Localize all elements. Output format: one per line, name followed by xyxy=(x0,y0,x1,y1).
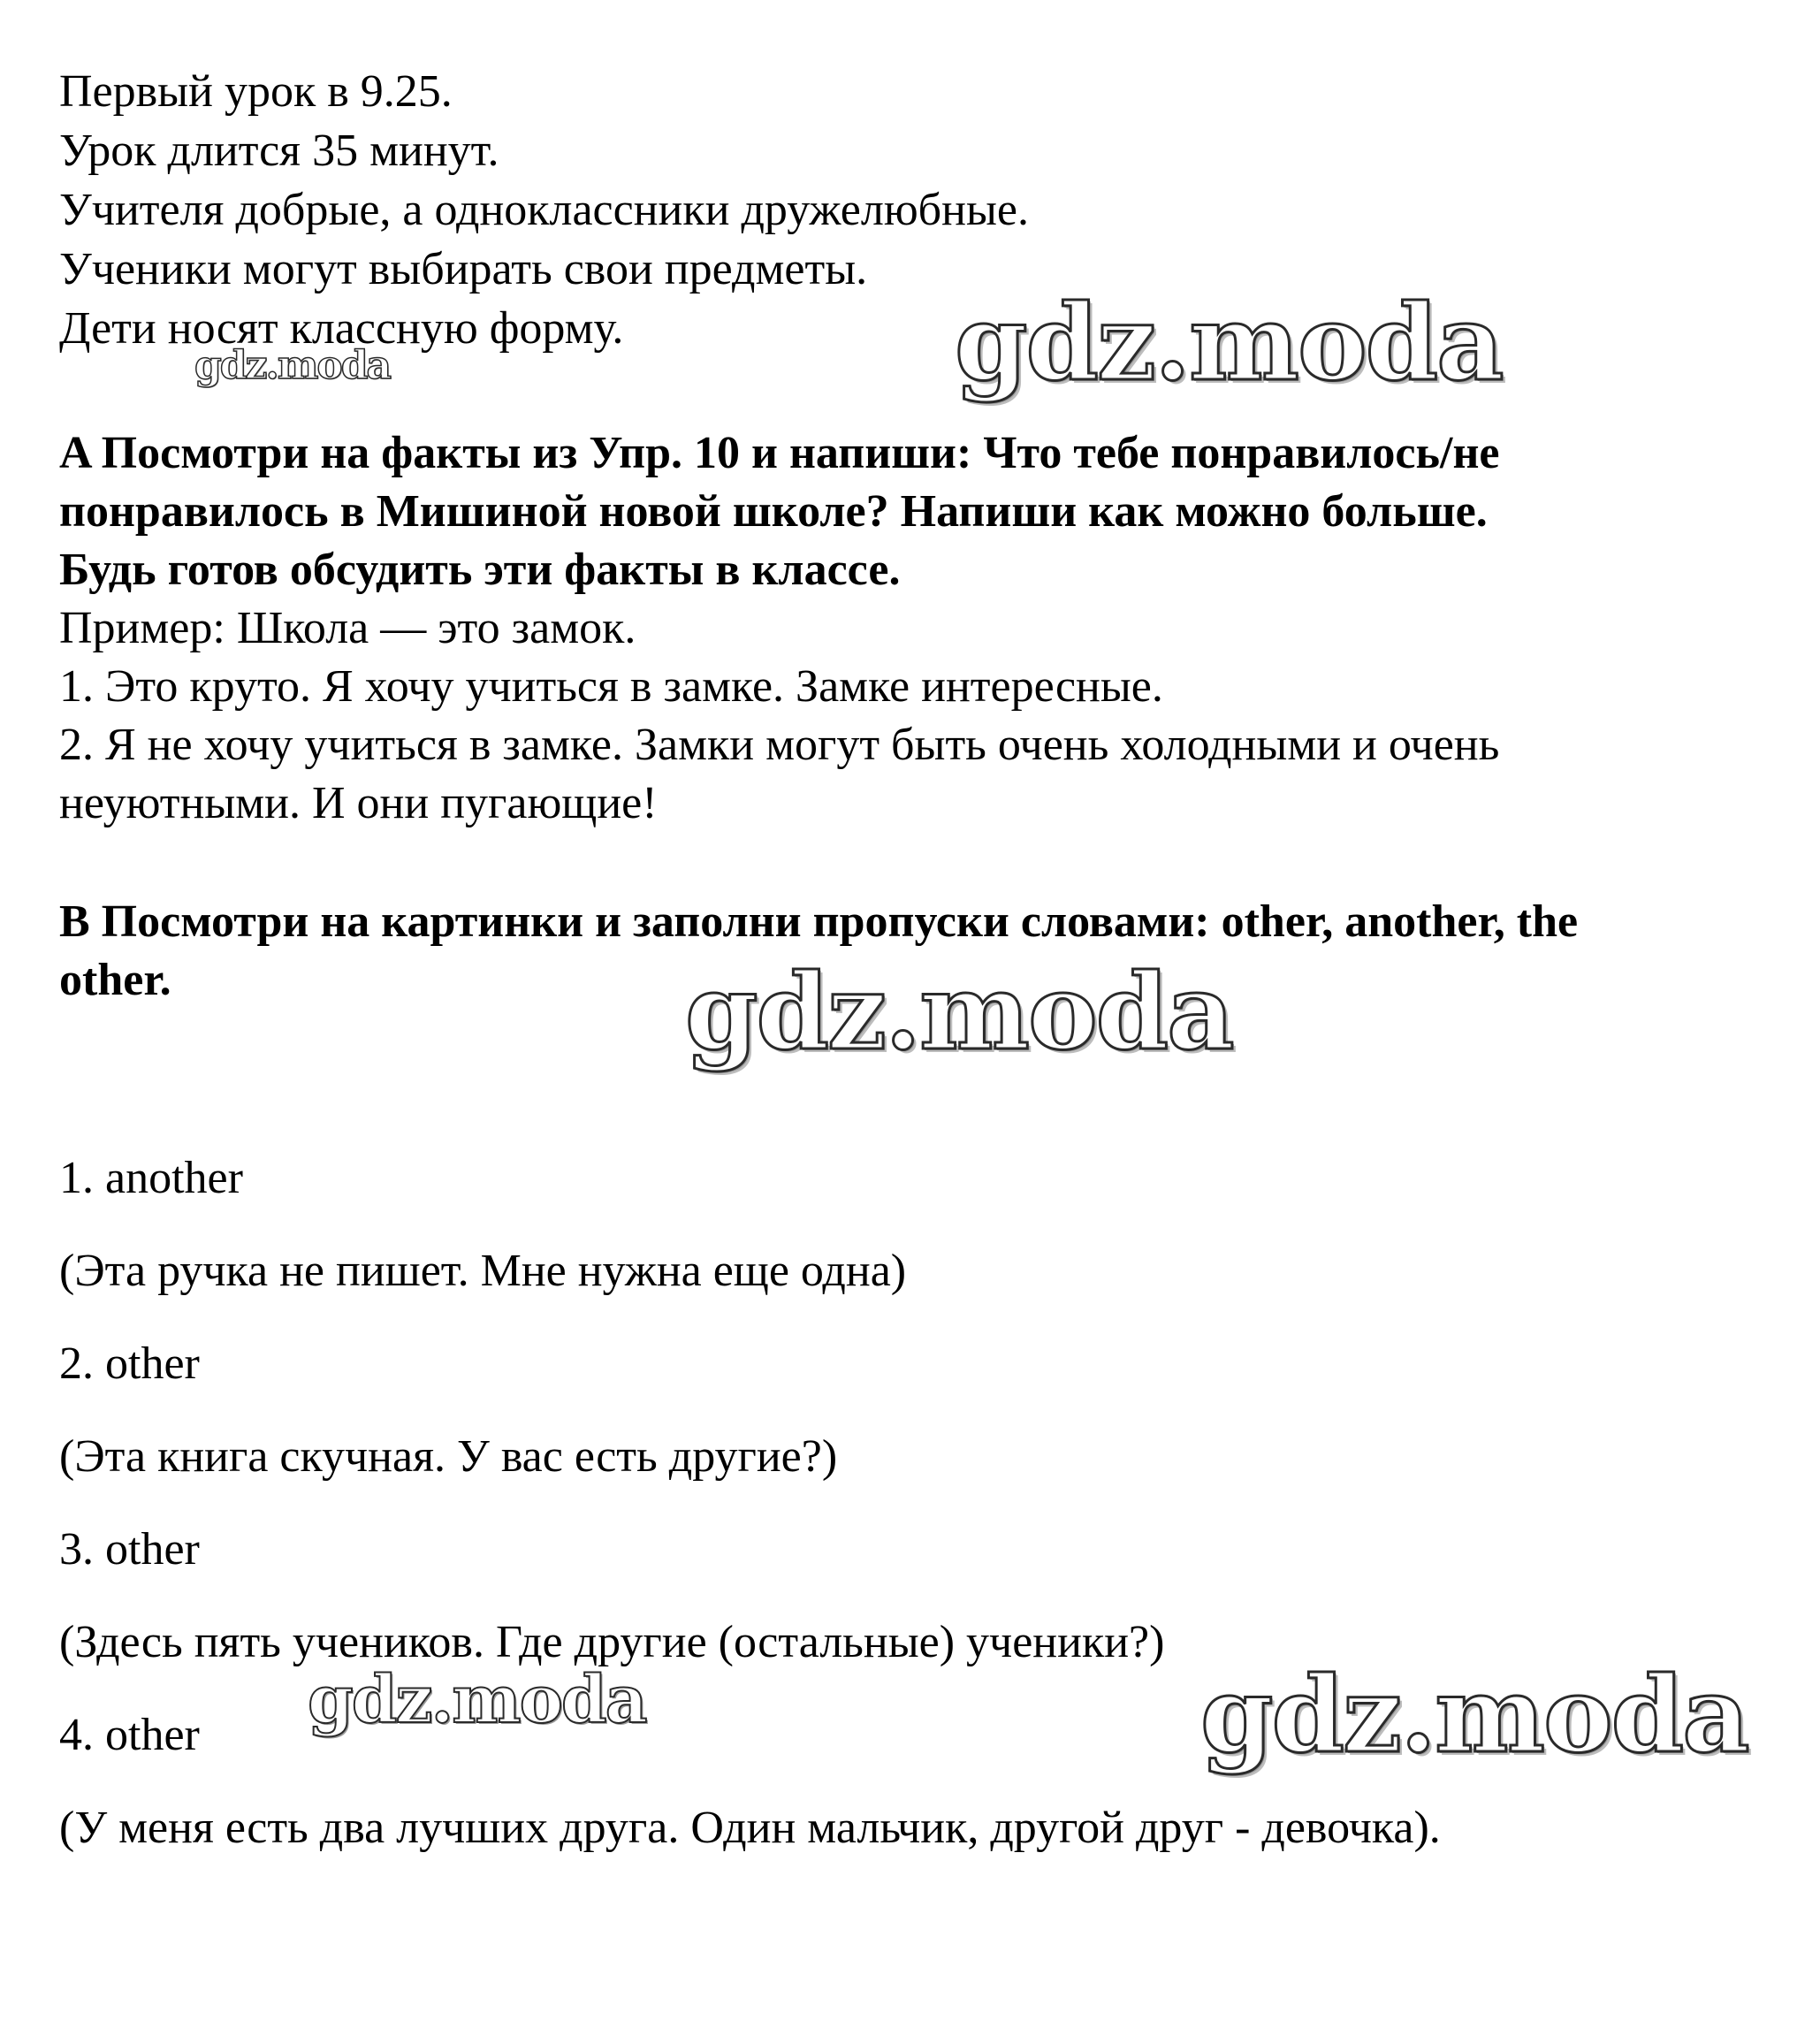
intro-block xyxy=(59,62,1792,358)
watermark-logo: gdz.moda xyxy=(1200,1653,1748,1776)
intro-line: Дети носят классную форму. xyxy=(59,303,624,354)
answer-line: 4. other xyxy=(59,1710,200,1760)
intro-line: Урок длится 35 минут. xyxy=(59,126,499,176)
answer-translation: (Эта книга скучная. У вас есть другие?) xyxy=(59,1431,838,1482)
answer-translation: (У меня есть два лучших друга. Один мальчик, другой друг - девочка). xyxy=(59,1803,1441,1853)
watermark-logo: gdz.moda xyxy=(685,950,1233,1073)
answer-line: 2. other xyxy=(59,1338,200,1389)
intro-line: Учителя добрые, а одноклассники дружелюбные. xyxy=(59,185,1029,235)
answer-translation: (Здесь пять учеников. Где другие (остальные) ученики?) xyxy=(59,1617,1165,1667)
task-a-text: неуютными. И они пугающие! xyxy=(59,778,658,828)
answer-translation: (Эта ручка не пишет. Мне нужна еще одна) xyxy=(59,1246,907,1296)
task-a-text: 2. Я не хочу учиться в замке. Замки могут быть очень холодными и очень xyxy=(59,720,1500,770)
task-a-text: 1. Это круто. Я хочу учиться в замке. Замке интересные. xyxy=(59,661,1163,712)
task-a-heading: Будь готов обсудить эти факты в классе. xyxy=(59,545,901,595)
task-a-block xyxy=(59,424,1792,833)
task-b-heading: other. xyxy=(59,955,171,1005)
intro-line: Ученики могут выбирать свои предметы. xyxy=(59,244,868,294)
watermark-logo: gdz.moda xyxy=(955,281,1503,404)
task-a-heading: A Посмотри на факты из Упр. 10 и напиши: Что тебе понравилось/не xyxy=(59,428,1500,478)
task-a-text: Пример: Школа — это замок. xyxy=(59,603,636,653)
intro-line: Первый урок в 9.25. xyxy=(59,66,453,117)
answer-line: 1. another xyxy=(59,1153,243,1203)
task-a-heading: понравилось в Мишиной новой школе? Напиши как можно больше. xyxy=(59,486,1488,537)
task-b-heading: B Посмотри на картинки и заполни пропуски словами: other, another, the xyxy=(59,896,1579,947)
watermark-logo: gdz.moda xyxy=(194,343,391,388)
answer-line: 3. other xyxy=(59,1524,200,1575)
watermark-logo: gdz.moda xyxy=(308,1662,646,1738)
